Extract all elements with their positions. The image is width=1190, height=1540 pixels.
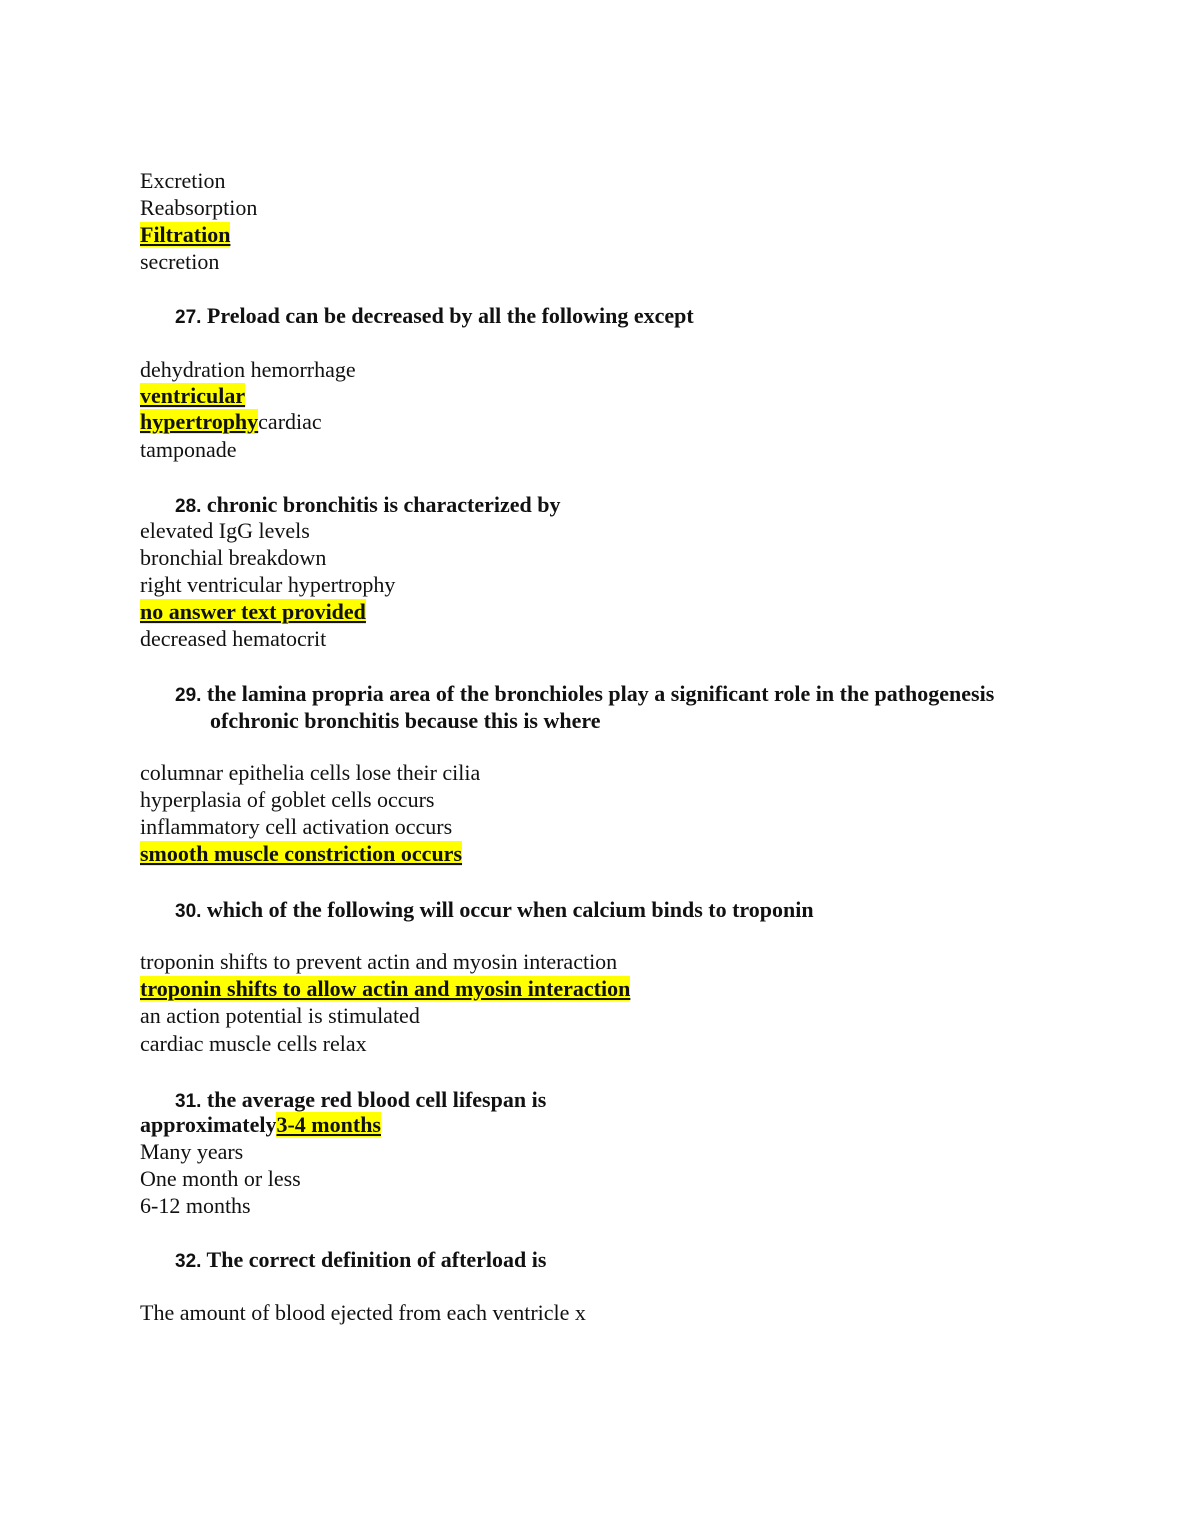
- q30-option-4: cardiac muscle cells relax: [140, 1031, 367, 1056]
- question-text-line-1: the lamina propria area of the bronchioles play a significant role in the pathogenesis: [206, 681, 995, 706]
- highlighted-answer: Filtration: [140, 222, 231, 247]
- question-27: [175, 302, 694, 331]
- highlighted-answer: ventricular: [140, 383, 246, 408]
- q31-option-2: One month or less: [140, 1166, 301, 1191]
- question-text: chronic bronchitis is characterized by: [206, 492, 561, 517]
- question-number: 29.: [175, 685, 202, 706]
- q31-option-1: Many years: [140, 1139, 244, 1164]
- option-reabsorption: Reabsorption: [140, 195, 258, 220]
- q30-option-3: an action potential is stimulated: [140, 1003, 420, 1028]
- q31-option-3: 6-12 months: [140, 1193, 251, 1218]
- question-number: 28.: [175, 496, 202, 517]
- option-filtration: [140, 222, 230, 248]
- q29-option-3: inflammatory cell activation occurs: [140, 814, 453, 839]
- q32-option-1: The amount of blood ejected from each ventricle x: [140, 1300, 586, 1325]
- question-text-line-1: the average red blood cell lifespan is: [206, 1087, 547, 1112]
- question-30: [175, 896, 814, 925]
- q28-option-4: [140, 599, 366, 625]
- q28-option-1: elevated IgG levels: [140, 518, 310, 543]
- q28-option-5: decreased hematocrit: [140, 626, 327, 651]
- question-31: [175, 1086, 546, 1115]
- question-29-continued: ofchronic bronchitis because this is where: [210, 708, 601, 733]
- highlighted-answer: troponin shifts to allow actin and myosin interaction: [140, 976, 631, 1001]
- highlighted-answer: 3-4 months: [276, 1112, 381, 1137]
- question-text: The correct definition of afterload is: [206, 1247, 547, 1272]
- question-text-line-2: approximately: [140, 1112, 277, 1137]
- q29-option-2: hyperplasia of goblet cells occurs: [140, 787, 435, 812]
- question-number: 31.: [175, 1091, 202, 1112]
- q30-option-2: [140, 976, 630, 1002]
- option-secretion: secretion: [140, 249, 220, 274]
- option-text: cardiac: [258, 409, 322, 434]
- q27-option-line-2: [140, 383, 245, 409]
- question-text: Preload can be decreased by all the following except: [206, 303, 694, 328]
- question-28: [175, 491, 561, 520]
- question-31-continued: [140, 1112, 381, 1138]
- highlighted-answer: hypertrophy: [140, 409, 259, 434]
- question-text: which of the following will occur when calcium binds to troponin: [206, 897, 814, 922]
- question-number: 32.: [175, 1251, 202, 1272]
- option-excretion: Excretion: [140, 168, 226, 193]
- q29-option-1: columnar epithelia cells lose their cilia: [140, 760, 481, 785]
- q29-option-4: [140, 841, 462, 867]
- highlighted-answer: smooth muscle constriction occurs: [140, 841, 463, 866]
- q28-option-3: right ventricular hypertrophy: [140, 572, 396, 597]
- question-29: [175, 680, 994, 709]
- q27-option-line-1: dehydration hemorrhage: [140, 357, 356, 382]
- q27-option-line-3: [140, 409, 322, 435]
- q30-option-1: troponin shifts to prevent actin and myosin interaction: [140, 949, 618, 974]
- question-number: 27.: [175, 307, 202, 328]
- q28-option-2: bronchial breakdown: [140, 545, 327, 570]
- question-number: 30.: [175, 901, 202, 922]
- question-32: [175, 1246, 546, 1275]
- highlighted-answer: no answer text provided: [140, 599, 366, 624]
- q27-option-line-4: tamponade: [140, 437, 237, 462]
